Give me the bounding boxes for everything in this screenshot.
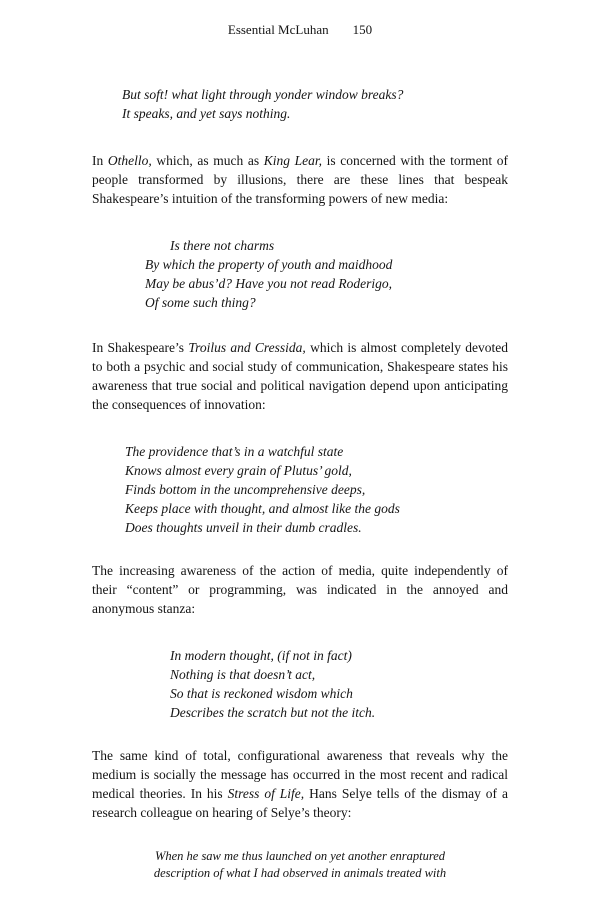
- running-head-title: Essential McLuhan: [227, 22, 329, 37]
- paragraph-stress-of-life: The same kind of total, configurational awareness that reveals why the medium is socially the message has occurred in the most recent and radical medical theories. In his Stress of Life, Hans Selye tells of the dismay of a research colleague on hearing of Selye’s theory:: [92, 748, 508, 820]
- verse-quote-selye: When he saw me thus launched on yet another enraptured description of what I had observed in animals treated with: [153, 849, 447, 880]
- verse-quote-modern-thought: In modern thought, (if not in fact) Nothing is that doesn’t act, So that is reckoned wisdom which Describes the scratch but not the itch.: [170, 648, 376, 720]
- paragraph-media-awareness: The increasing awareness of the action of media, quite independently of their “content” or programming, was indicated in the annoyed and anonymous stanza:: [92, 563, 508, 616]
- page-header: [92, 21, 508, 38]
- verse-quote-providence: The providence that’s in a watchful state Knows almost every grain of Plutus’ gold, Finds bottom in the uncomprehensive deeps, Keeps place with thought, and almost like the gods Does thoughts unveil in their dumb cradles.: [125, 444, 400, 535]
- verse-quote-window-breaks: But soft! what light through yonder window breaks? It speaks, and yet says nothing.: [122, 87, 404, 121]
- paragraph-othello: In Othello, which, as much as King Lear, is concerned with the torment of people transformed by illusions, there are these lines that bespeak Shakespeare’s intuition of the transforming powers of new media:: [92, 153, 508, 206]
- verse-quote-charms: Is there not charms By which the property of youth and maidhood May be abus’d? Have you not read Roderigo, Of some such thing?: [145, 238, 393, 310]
- page-number: 150: [352, 22, 373, 37]
- paragraph-troilus: In Shakespeare’s Troilus and Cressida, which is almost completely devoted to both a psychic and social study of communication, Shakespeare states his awareness that true social and political navigation depend upon anticipating the consequences of innovation:: [92, 340, 508, 412]
